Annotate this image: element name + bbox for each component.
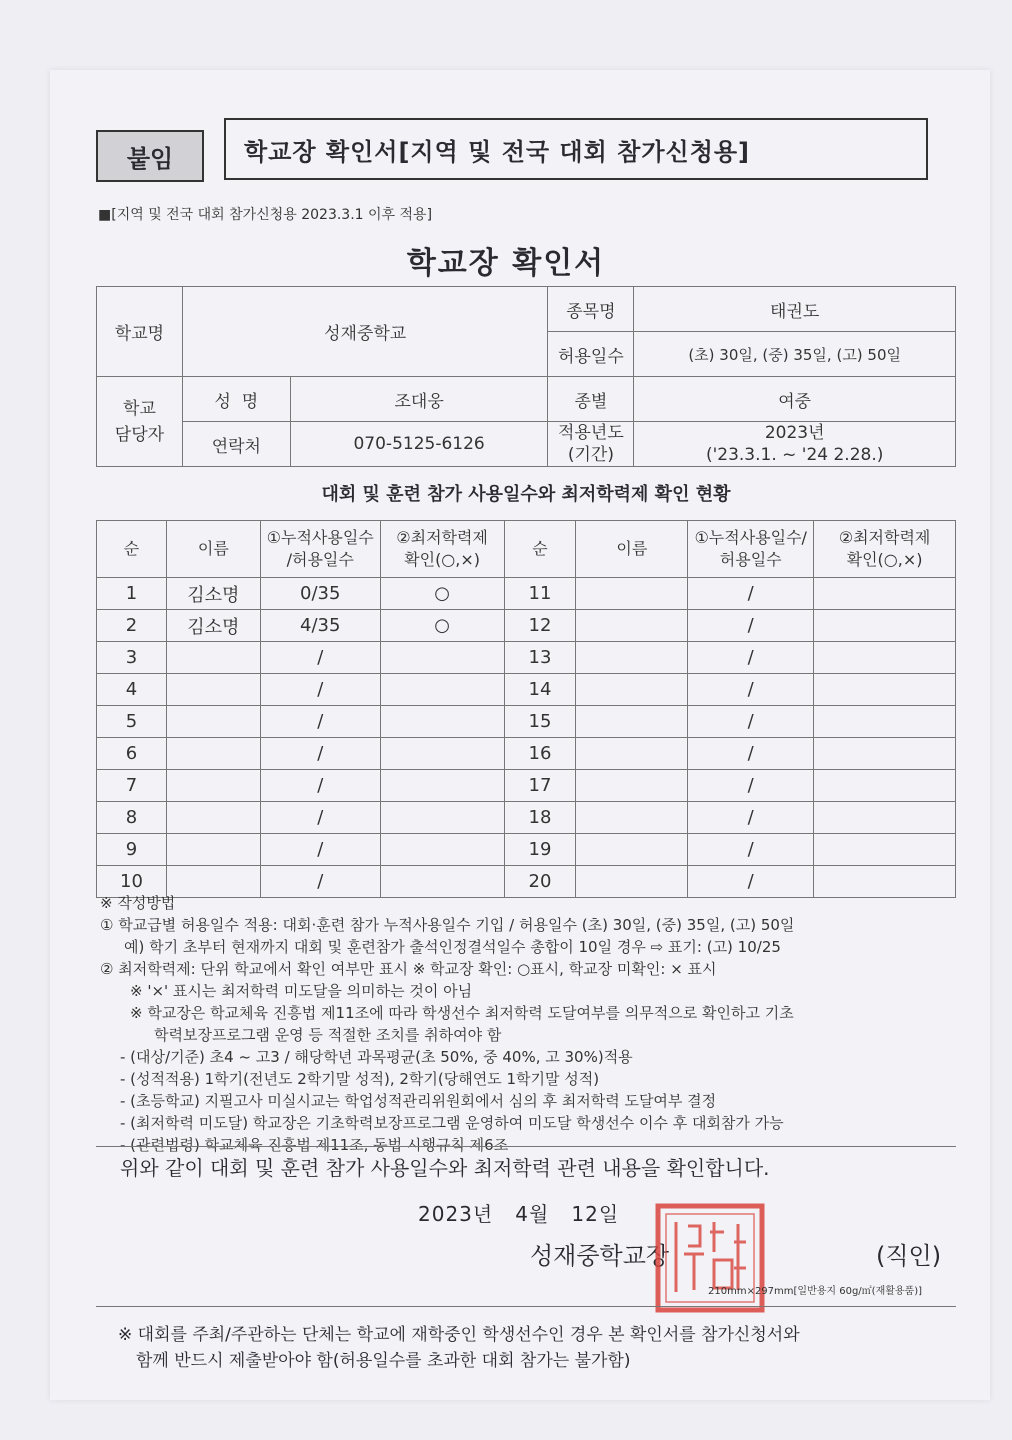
row-check-left xyxy=(380,770,504,802)
table-row xyxy=(97,610,956,642)
header-name-left: 이름 xyxy=(166,521,260,578)
row-days-right: / xyxy=(688,706,814,738)
allowed-days-label: 허용일수 xyxy=(548,332,634,377)
row-check-left: ○ xyxy=(380,610,504,642)
contact-value: 070-5125-6126 xyxy=(290,422,548,467)
seal-label: (직인) xyxy=(876,1242,942,1270)
row-check-left xyxy=(380,834,504,866)
category-value: 여중 xyxy=(634,377,956,422)
row-no-left: 10 xyxy=(97,866,167,898)
row-no-right: 13 xyxy=(504,642,576,674)
header-no-right: 순 xyxy=(504,521,576,578)
header-no-left: 순 xyxy=(97,521,167,578)
header-days-left: ①누적사용일수 /허용일수 xyxy=(260,521,380,578)
row-check-right xyxy=(814,834,956,866)
row-name-right xyxy=(576,610,688,642)
method-item-1: ① 학교급별 허용일수 적용: 대회·훈련 참가 누적사용일수 기입 / 허용일수 (초) 30일, (중) 35일, (고) 50일 xyxy=(100,916,795,934)
row-check-left xyxy=(380,674,504,706)
method-elementary: - (초등학교) 지필고사 미실시교는 학업성적관리위원회에서 심의 후 최저학력 도달여부 결정 xyxy=(120,1092,717,1110)
participation-table xyxy=(96,520,956,898)
row-name-left xyxy=(166,834,260,866)
row-days-right: / xyxy=(688,834,814,866)
row-name-left xyxy=(166,642,260,674)
paper-spec: 210mm×297mm[일반용지 60g/㎡(재활용품)] xyxy=(708,1286,923,1297)
school-name-value: 성재중학교 xyxy=(182,287,548,377)
row-days-left: 4/35 xyxy=(260,610,380,642)
official-seal-icon xyxy=(654,1202,766,1314)
row-name-right xyxy=(576,674,688,706)
year-label: 적용년도 (기간) xyxy=(548,422,634,467)
row-no-right: 19 xyxy=(504,834,576,866)
sport-value: 태권도 xyxy=(634,287,956,332)
row-name-right xyxy=(576,642,688,674)
row-check-left xyxy=(380,642,504,674)
table-row xyxy=(97,674,956,706)
row-days-right: / xyxy=(688,642,814,674)
contact-label: 연락처 xyxy=(182,422,290,467)
row-days-right: / xyxy=(688,610,814,642)
row-no-right: 20 xyxy=(504,866,576,898)
row-check-right xyxy=(814,674,956,706)
row-days-right: / xyxy=(688,770,814,802)
method-title: ※ 작성방법 xyxy=(100,894,176,912)
divider xyxy=(96,1146,956,1147)
top-note: ■[지역 및 전국 대회 참가신청용 2023.3.1 이후 적용] xyxy=(98,207,433,223)
method-grades: - (성적적용) 1학기(전년도 2학기말 성적), 2학기(당해연도 1학기말 성적) xyxy=(120,1070,600,1088)
row-no-left: 8 xyxy=(97,802,167,834)
row-days-right: / xyxy=(688,866,814,898)
manager-label: 학교 담당자 xyxy=(97,377,183,467)
header-check-right: ②최저학력제 확인(○,×) xyxy=(814,521,956,578)
row-no-left: 6 xyxy=(97,738,167,770)
row-check-right xyxy=(814,706,956,738)
method-example: 예) 학기 초부터 현재까지 대회 및 훈련참가 출석인정결석일수 총합이 10일 경우 ⇨ 표기: (고) 10/25 xyxy=(124,938,781,956)
row-no-right: 15 xyxy=(504,706,576,738)
row-days-left: / xyxy=(260,834,380,866)
method-target: - (대상/기준) 초4 ~ 고3 / 해당학년 과목평균(초 50%, 중 40%, 고 30%)적용 xyxy=(120,1048,633,1066)
row-days-left: / xyxy=(260,706,380,738)
row-name-left xyxy=(166,738,260,770)
row-check-right xyxy=(814,610,956,642)
footer-line-1: ※ 대회를 주최/주관하는 단체는 학교에 재학중인 학생선수인 경우 본 확인서를 참가신청서와 xyxy=(118,1325,800,1345)
header-title: 학교장 확인서[지역 및 전국 대회 참가신청용] xyxy=(224,118,928,180)
row-no-right: 16 xyxy=(504,738,576,770)
row-check-right xyxy=(814,738,956,770)
row-check-left xyxy=(380,802,504,834)
school-name-label: 학교명 xyxy=(97,287,183,377)
table-row xyxy=(97,802,956,834)
row-days-right: / xyxy=(688,738,814,770)
row-name-left: 김소명 xyxy=(166,578,260,610)
footer-line-2: 함께 반드시 제출받아야 함(허용일수를 초과한 대회 참가는 불가함) xyxy=(136,1351,631,1371)
row-name-left: 김소명 xyxy=(166,610,260,642)
row-days-left: / xyxy=(260,802,380,834)
row-days-right: / xyxy=(688,802,814,834)
table-row xyxy=(97,642,956,674)
row-days-left: / xyxy=(260,866,380,898)
row-no-right: 14 xyxy=(504,674,576,706)
category-label: 종별 xyxy=(548,377,634,422)
document-title: 학교장 확인서 xyxy=(406,246,606,281)
row-name-right xyxy=(576,770,688,802)
row-no-left: 2 xyxy=(97,610,167,642)
year-value: 2023년 ('23.3.1. ~ '24 2.28.) xyxy=(634,422,956,467)
principal-title: 성재중학교장 xyxy=(530,1242,670,1270)
info-table xyxy=(96,286,956,467)
footer-note xyxy=(118,1322,800,1374)
row-check-left xyxy=(380,706,504,738)
row-no-left: 3 xyxy=(97,642,167,674)
row-days-left: / xyxy=(260,738,380,770)
table-row xyxy=(97,706,956,738)
table-row xyxy=(97,770,956,802)
row-no-right: 11 xyxy=(504,578,576,610)
row-name-right xyxy=(576,738,688,770)
row-no-right: 18 xyxy=(504,802,576,834)
method-note-principal-cont: 학력보장프로그램 운영 등 적절한 조치를 취하여야 함 xyxy=(154,1026,502,1044)
name-value: 조대웅 xyxy=(290,377,548,422)
row-days-left: / xyxy=(260,674,380,706)
row-name-left xyxy=(166,706,260,738)
attachment-tag: 붙임 xyxy=(96,130,204,182)
method-law: - (관련법령) 학교체육 진흥법 제11조, 동법 시행규칙 제6조 xyxy=(120,1136,509,1154)
row-days-right: / xyxy=(688,674,814,706)
header-days-right: ①누적사용일수/ 허용일수 xyxy=(688,521,814,578)
row-name-left xyxy=(166,802,260,834)
name-label: 성 명 xyxy=(182,377,290,422)
header-check-left: ②최저학력제 확인(○,×) xyxy=(380,521,504,578)
row-check-right xyxy=(814,802,956,834)
row-no-left: 9 xyxy=(97,834,167,866)
divider xyxy=(96,1306,956,1307)
row-name-right xyxy=(576,802,688,834)
row-check-right xyxy=(814,578,956,610)
allowed-days-value: (초) 30일, (중) 35일, (고) 50일 xyxy=(634,332,956,377)
row-no-right: 17 xyxy=(504,770,576,802)
row-name-right xyxy=(576,706,688,738)
sport-label: 종목명 xyxy=(548,287,634,332)
row-days-left: 0/35 xyxy=(260,578,380,610)
row-name-right xyxy=(576,834,688,866)
row-check-right xyxy=(814,770,956,802)
row-no-left: 5 xyxy=(97,706,167,738)
row-days-left: / xyxy=(260,642,380,674)
table-row xyxy=(97,578,956,610)
row-check-right xyxy=(814,642,956,674)
row-check-left xyxy=(380,738,504,770)
method-item-2: ② 최저학력제: 단위 학교에서 확인 여부만 표시 ※ 학교장 확인: ○표시, 학교장 미확인: × 표시 xyxy=(100,960,717,978)
row-no-left: 1 xyxy=(97,578,167,610)
row-check-left: ○ xyxy=(380,578,504,610)
method-note-x: ※ '×' 표시는 최저학력 미도달을 의미하는 것이 아님 xyxy=(130,982,473,1000)
issue-date: 2023년 4월 12일 xyxy=(418,1202,620,1226)
header-name-right: 이름 xyxy=(576,521,688,578)
method-below-min: - (최저학력 미도달) 학교장은 기초학력보장프로그램 운영하여 미도달 학생선수 이수 후 대회참가 가능 xyxy=(120,1114,784,1132)
method-note-principal: ※ 학교장은 학교체육 진흥법 제11조에 따라 학생선수 최저학력 도달여부를 의무적으로 확인하고 기초 xyxy=(130,1004,794,1022)
row-name-left xyxy=(166,770,260,802)
writing-method xyxy=(100,892,960,1156)
row-no-left: 4 xyxy=(97,674,167,706)
section-title: 대회 및 훈련 참가 사용일수와 최저학력제 확인 현황 xyxy=(321,484,731,505)
table-row xyxy=(97,738,956,770)
row-days-left: / xyxy=(260,770,380,802)
row-name-left xyxy=(166,674,260,706)
confirm-statement: 위와 같이 대회 및 훈련 참가 사용일수와 최저학력 관련 내용을 확인합니다. xyxy=(120,1156,770,1180)
row-no-right: 12 xyxy=(504,610,576,642)
table-row xyxy=(97,834,956,866)
row-no-left: 7 xyxy=(97,770,167,802)
row-name-right xyxy=(576,578,688,610)
row-days-right: / xyxy=(688,578,814,610)
